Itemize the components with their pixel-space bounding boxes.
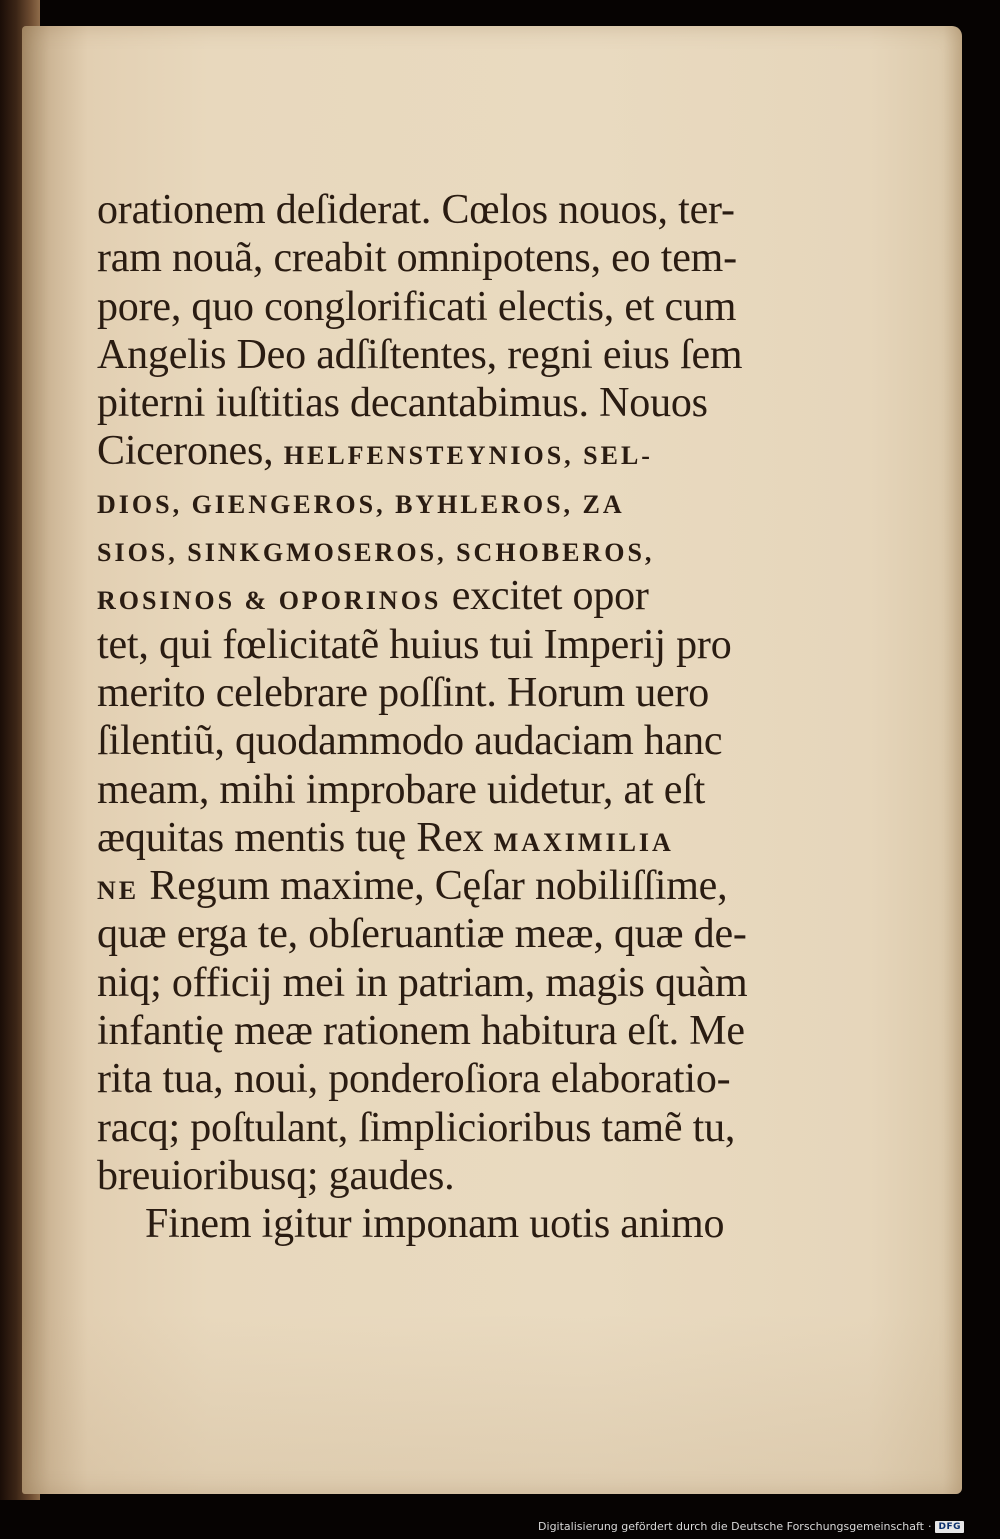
text-line-14-caps: MAXIMILIA [493, 827, 674, 857]
text-line-12: ſilentiũ, quodammodo audaciam hanc [97, 718, 723, 765]
dfg-logo: DFG [935, 1521, 964, 1533]
text-line-7 [97, 476, 777, 524]
text-line-20: racq; poſtulant, ſimplicioribus tamẽ tu, [97, 1104, 736, 1151]
text-line-11: merito celebrare poſſint. Horum uero [97, 669, 710, 716]
text-line-9-b: excitet opor [441, 573, 649, 620]
text-line-6-a: Cicerones, [97, 428, 284, 475]
text-line-19: rita tua, noui, ponderoſiora elaboratio- [97, 1056, 731, 1103]
text-line-4: Angelis Deo adſiſtentes, regni eius ſem [97, 331, 743, 378]
text-line-15-caps: NE [97, 876, 140, 906]
text-line-5: piterni iuſtitias decantabimus. Nouos [97, 380, 708, 427]
book-page [22, 26, 962, 1494]
text-line-15-b: Regum maxime, Cęſar nobiliſſime, [139, 863, 728, 910]
text-line-1: orationem deſiderat. Cœlos nouos, ter- [97, 187, 735, 233]
text-line-8 [97, 524, 777, 572]
text-line-16: quæ erga te, obſeruantiæ meæ, quæ de- [97, 911, 747, 958]
text-line-17: niq; officij mei in patriam, magis quàm [97, 959, 748, 1006]
digitization-footer [538, 1520, 964, 1533]
text-line-18: infantię meæ rationem habitura eſt. Me [97, 1008, 745, 1055]
footer-separator: · [927, 1520, 932, 1533]
text-line-13: meam, mihi improbare uidetur, at eſt [97, 766, 706, 813]
text-line-9 [97, 572, 777, 620]
text-line-3: pore, quo conglorificati electis, et cum [97, 283, 737, 330]
text-line-14 [97, 814, 777, 862]
text-line-8-caps: SINKGMOSEROS, SCHOBEROS, [187, 538, 655, 568]
text-line-10: tet, qui fœlicitatẽ huius tui Imperij pro [97, 621, 732, 668]
latin-text-block [97, 186, 777, 1249]
text-line-6-caps: HELFENSTEYNIOS, SEL- [283, 441, 653, 471]
text-line-14-a: æquitas mentis tuę Rex [97, 814, 494, 861]
text-line-22: Finem igitur imponam uotis animo [145, 1201, 725, 1248]
text-line-21: breuioribusq; gaudes. [97, 1152, 455, 1199]
text-line-6 [97, 427, 777, 475]
text-line-15 [97, 862, 777, 910]
text-line-2: ram nouã, creabit omnipotens, eo tem- [97, 235, 737, 282]
text-line-8-a: SIOS, [97, 538, 188, 568]
footer-credit: Digitalisierung gefördert durch die Deutsche Forschungsgemeinschaft [538, 1520, 924, 1533]
text-line-7-caps: DIOS, GIENGEROS, BYHLEROS, ZA [97, 489, 625, 519]
text-line-9-caps: ROSINOS & OPORINOS [97, 586, 442, 616]
